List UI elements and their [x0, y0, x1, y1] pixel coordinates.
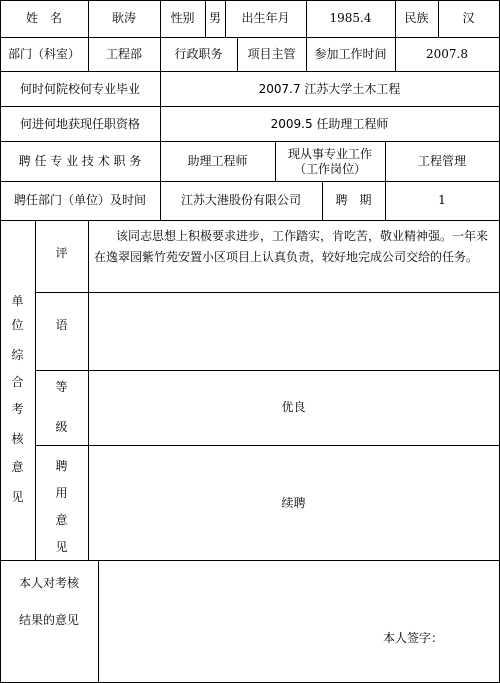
- technical-title-label: 聘 任 专 业 技 术 职 务: [18, 154, 142, 168]
- hire-label-char: 聘: [55, 459, 68, 473]
- comment-text: 该同志思想上积极要求进步，工作踏实，肯吃苦，敬业精神强。一年来在逸翠园紫竹苑安置小区项目上认真负责，较好地完成公司交给的任务。: [94, 229, 489, 264]
- hire-label-char: 用: [55, 486, 68, 500]
- work-start-value: 2007.8: [426, 47, 468, 61]
- birth-label: 出生年月: [241, 11, 290, 25]
- side-label-char: 合: [11, 375, 24, 389]
- gender-label: 性别: [170, 11, 195, 25]
- ethnicity-value: 汉: [462, 11, 475, 25]
- birth-value: 1985.4: [329, 11, 372, 25]
- signature-label: 本人签字：: [383, 631, 444, 645]
- hiring-dept-value: 江苏大港股份有限公司: [180, 193, 301, 207]
- row-divider-4: [0, 141, 500, 142]
- hiring-dept-label: 聘任部门（单位）及时间: [13, 193, 146, 207]
- admin-position-value: 项目主管: [247, 47, 296, 61]
- row-divider-6: [0, 220, 500, 221]
- grade-label-char: 等: [55, 380, 68, 394]
- row-divider-3: [0, 106, 500, 107]
- side-label-char: 意: [11, 460, 24, 474]
- row-divider-grade: [35, 370, 500, 371]
- name-label: 姓 名: [25, 11, 62, 25]
- technical-title-value: 助理工程师: [187, 154, 248, 168]
- table-border-top: [0, 0, 500, 1]
- current-work-label-line1: 现从事专业工作: [287, 147, 372, 161]
- row-divider-comment: [35, 292, 500, 293]
- ethnicity-label: 民族: [404, 11, 429, 25]
- grade-label-char: 级: [55, 420, 68, 434]
- work-start-label: 参加工作时间: [314, 47, 387, 61]
- row-divider-2: [0, 71, 500, 72]
- graduation-value: 2007.7 江苏大学土木工程: [258, 82, 401, 96]
- side-label-char: 位: [11, 318, 24, 332]
- comment-label-char: 语: [55, 318, 68, 332]
- hire-label-char: 意: [55, 513, 68, 527]
- row-divider-self: [0, 560, 500, 561]
- comment-label-char: 评: [55, 246, 68, 260]
- side-label-char: 见: [11, 490, 24, 504]
- dept-label: 部门（科室）: [7, 47, 80, 61]
- term-label: 聘 期: [335, 193, 372, 207]
- col-divider: [98, 560, 99, 682]
- side-label-char: 考: [11, 402, 24, 416]
- hire-value: 续聘: [281, 496, 306, 510]
- dept-value: 工程部: [105, 47, 142, 61]
- current-work-label-line2: （工作岗位）: [293, 162, 366, 176]
- name-value: 耿涛: [111, 11, 136, 25]
- side-label-char: 综: [11, 348, 24, 362]
- qualification-value: 2009.5 任助理工程师: [270, 117, 389, 131]
- row-divider-5: [0, 181, 500, 182]
- self-opinion-label-line1: 本人对考核: [18, 576, 79, 590]
- gender-value: 男: [208, 11, 221, 25]
- row-divider-1: [0, 37, 500, 38]
- admin-position-label: 行政职务: [174, 47, 223, 61]
- term-value: 1: [438, 193, 446, 207]
- qualification-label: 何进何地获现任职资格: [19, 117, 140, 131]
- side-label-char: 单: [11, 294, 24, 308]
- side-label-char: 核: [11, 432, 24, 446]
- self-opinion-label-line2: 结果的意见: [18, 613, 79, 627]
- grade-value: 优良: [281, 400, 306, 414]
- row-divider-hire: [35, 445, 500, 446]
- graduation-label: 何时何院校何专业毕业: [19, 82, 140, 96]
- current-work-value: 工程管理: [417, 154, 466, 168]
- hire-label-char: 见: [55, 540, 68, 554]
